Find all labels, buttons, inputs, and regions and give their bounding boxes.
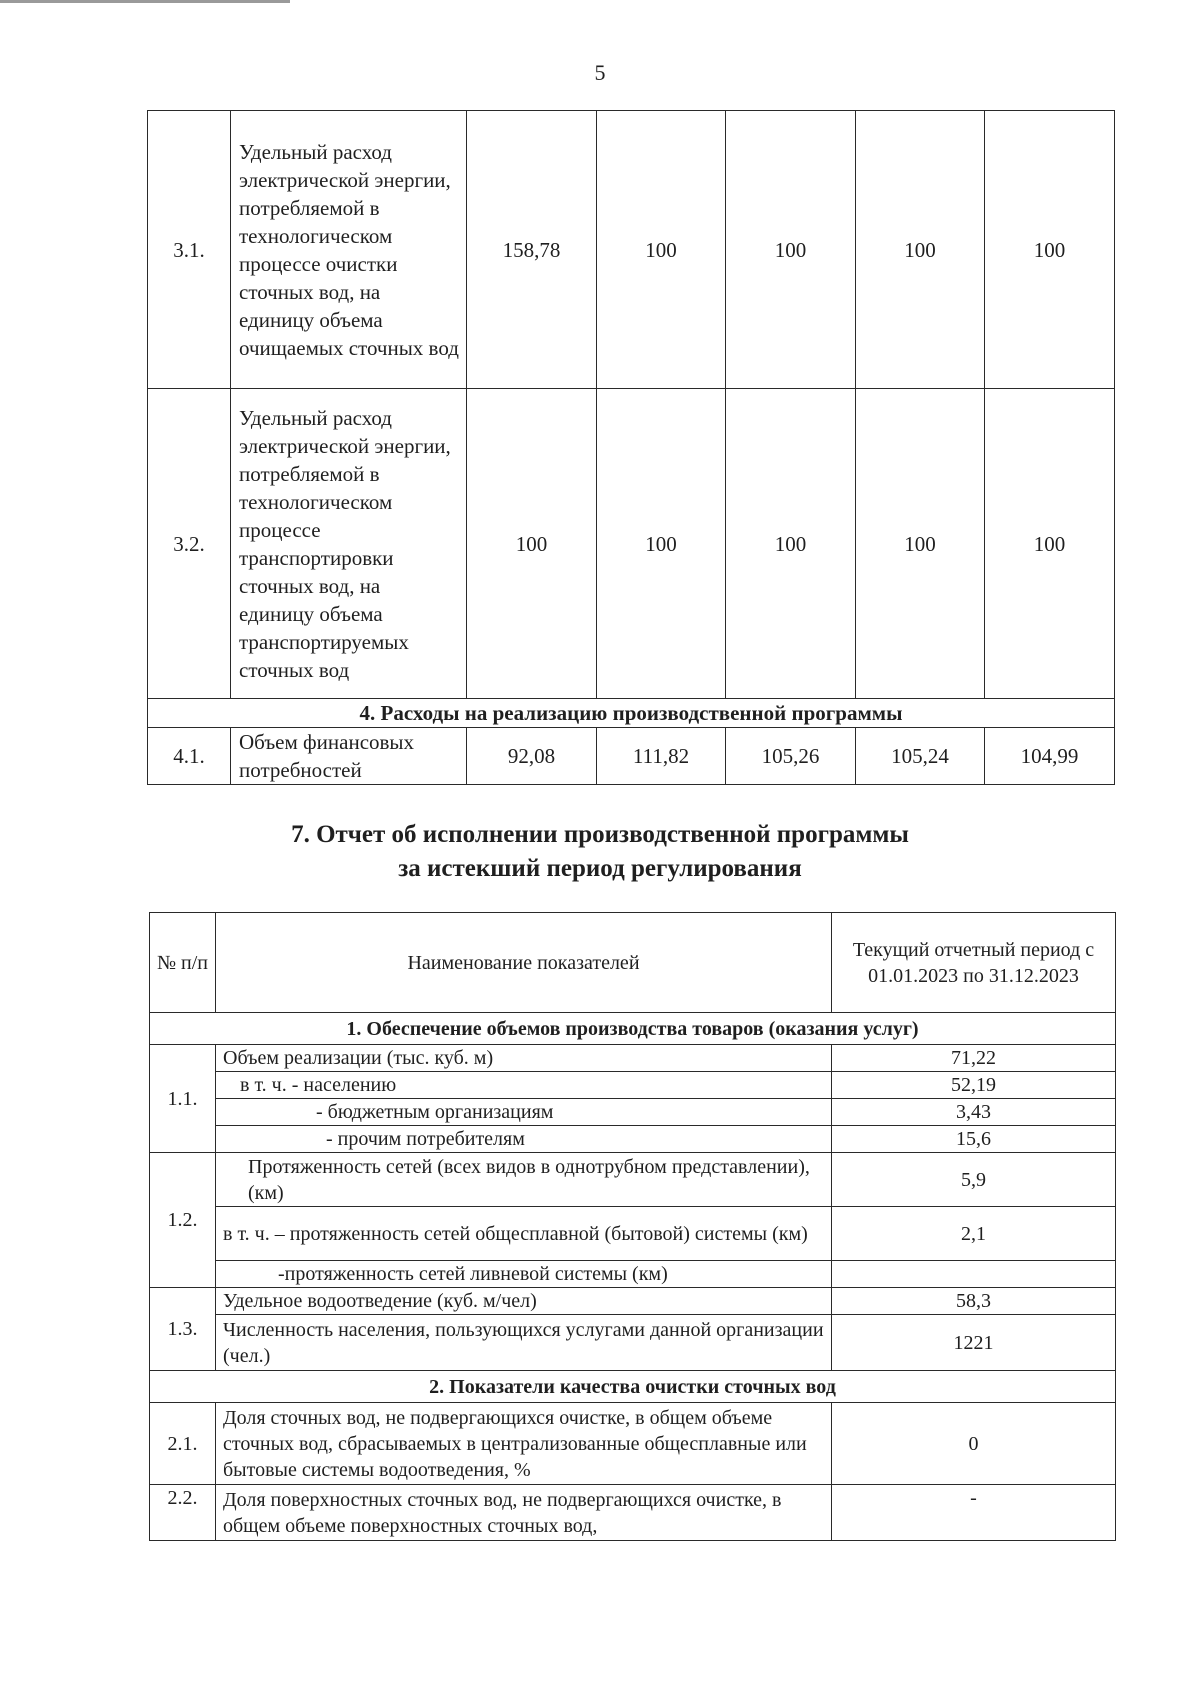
- row-number: 3.2.: [148, 389, 231, 699]
- header-row: [150, 913, 1116, 1013]
- table-row: [150, 1261, 1116, 1288]
- heading-line-2: за истекший период регулирования: [398, 855, 802, 882]
- row-name: Доля поверхностных сточных вод, не подвергающихся очистке, в общем объеме поверхностных сточных вод,: [216, 1485, 832, 1541]
- table-row: [150, 1099, 1116, 1126]
- cell-value: 5,9: [832, 1153, 1116, 1207]
- section-row: [148, 699, 1115, 728]
- cell-value: 92,08: [467, 728, 597, 785]
- cell-value: 100: [467, 389, 597, 699]
- cell-value: 1221: [832, 1315, 1116, 1371]
- row-name: Объем реализации (тыс. куб. м): [216, 1045, 832, 1072]
- row-number: 2.1.: [150, 1403, 216, 1485]
- cell-value: [832, 1261, 1116, 1288]
- scan-edge-line: [0, 0, 290, 3]
- heading-line-1: 7. Отчет об исполнении производственной программы: [291, 821, 909, 848]
- cell-value: 2,1: [832, 1207, 1116, 1261]
- cell-value: 100: [985, 389, 1115, 699]
- table-row: [150, 1153, 1116, 1207]
- cell-value: 100: [597, 389, 726, 699]
- table-row: [150, 1315, 1116, 1371]
- table-row: [150, 1485, 1116, 1541]
- row-name: Объем финансовых потребностей: [231, 728, 467, 785]
- header-name: Наименование показателей: [216, 913, 832, 1013]
- row-name: Численность населения, пользующихся услугами данной организации (чел.): [216, 1315, 832, 1371]
- cell-value: 158,78: [467, 111, 597, 389]
- cell-value: 105,26: [726, 728, 856, 785]
- row-number: 1.1.: [150, 1045, 216, 1153]
- section-row: [150, 1371, 1116, 1403]
- cell-value: 104,99: [985, 728, 1115, 785]
- header-number: № п/п: [150, 913, 216, 1013]
- row-name: - бюджетным организациям: [216, 1099, 832, 1126]
- row-name: в т. ч. – протяженность сетей общесплавной (бытовой) системы (км): [216, 1207, 832, 1261]
- cell-value: 3,43: [832, 1099, 1116, 1126]
- row-number: 1.3.: [150, 1288, 216, 1371]
- table-row: [150, 1403, 1116, 1485]
- cell-value: 100: [726, 389, 856, 699]
- row-name: -протяженность сетей ливневой системы (км): [216, 1261, 832, 1288]
- row-name: в т. ч. - населению: [216, 1072, 832, 1099]
- row-number: 4.1.: [148, 728, 231, 785]
- table-row: [148, 111, 1115, 389]
- cell-value: 100: [856, 111, 985, 389]
- indicators-table-continued: [147, 110, 1115, 785]
- page-number: 5: [594, 60, 606, 85]
- section-title: 1. Обеспечение объемов производства товаров (оказания услуг): [150, 1013, 1116, 1045]
- row-name: Удельный расход электрической энергии, потребляемой в технологическом процессе очистки сточных вод, на единицу объема очищаемых сточных вод: [231, 111, 467, 389]
- cell-value: 15,6: [832, 1126, 1116, 1153]
- header-period: Текущий отчетный период с 01.01.2023 по 31.12.2023: [832, 913, 1116, 1013]
- row-name: - прочим потребителям: [216, 1126, 832, 1153]
- cell-value: 105,24: [856, 728, 985, 785]
- table-row: [148, 389, 1115, 699]
- section-title: 2. Показатели качества очистки сточных вод: [150, 1371, 1116, 1403]
- cell-value: 111,82: [597, 728, 726, 785]
- section-row: [150, 1013, 1116, 1045]
- row-name: Удельное водоотведение (куб. м/чел): [216, 1288, 832, 1315]
- cell-value: 0: [832, 1403, 1116, 1485]
- cell-value: 52,19: [832, 1072, 1116, 1099]
- row-number: 1.2.: [150, 1153, 216, 1288]
- table-row: [150, 1288, 1116, 1315]
- row-name: Доля сточных вод, не подвергающихся очистке, в общем объеме сточных вод, сбрасываемых в централизованные общесплавные или бытовые системы водоотведения, %: [216, 1403, 832, 1485]
- table-row: [148, 728, 1115, 785]
- row-name: Удельный расход электрической энергии, потребляемой в технологическом процессе транспортировки сточных вод, на единицу объема транспортируемых сточных вод: [231, 389, 467, 699]
- cell-value: 100: [856, 389, 985, 699]
- cell-value: 58,3: [832, 1288, 1116, 1315]
- cell-value: 100: [597, 111, 726, 389]
- table-row: [150, 1045, 1116, 1072]
- cell-value: 71,22: [832, 1045, 1116, 1072]
- row-number: 2.2.: [150, 1485, 216, 1541]
- row-number: 3.1.: [148, 111, 231, 389]
- cell-value: 100: [985, 111, 1115, 389]
- cell-value: -: [832, 1485, 1116, 1541]
- section-heading: [0, 818, 1200, 886]
- table-row: [150, 1072, 1116, 1099]
- table-row: [150, 1207, 1116, 1261]
- table-row: [150, 1126, 1116, 1153]
- report-table: [149, 912, 1116, 1541]
- section-title: 4. Расходы на реализацию производственной программы: [148, 699, 1115, 728]
- row-name: Протяженность сетей (всех видов в однотрубном представлении), (км): [216, 1153, 832, 1207]
- cell-value: 100: [726, 111, 856, 389]
